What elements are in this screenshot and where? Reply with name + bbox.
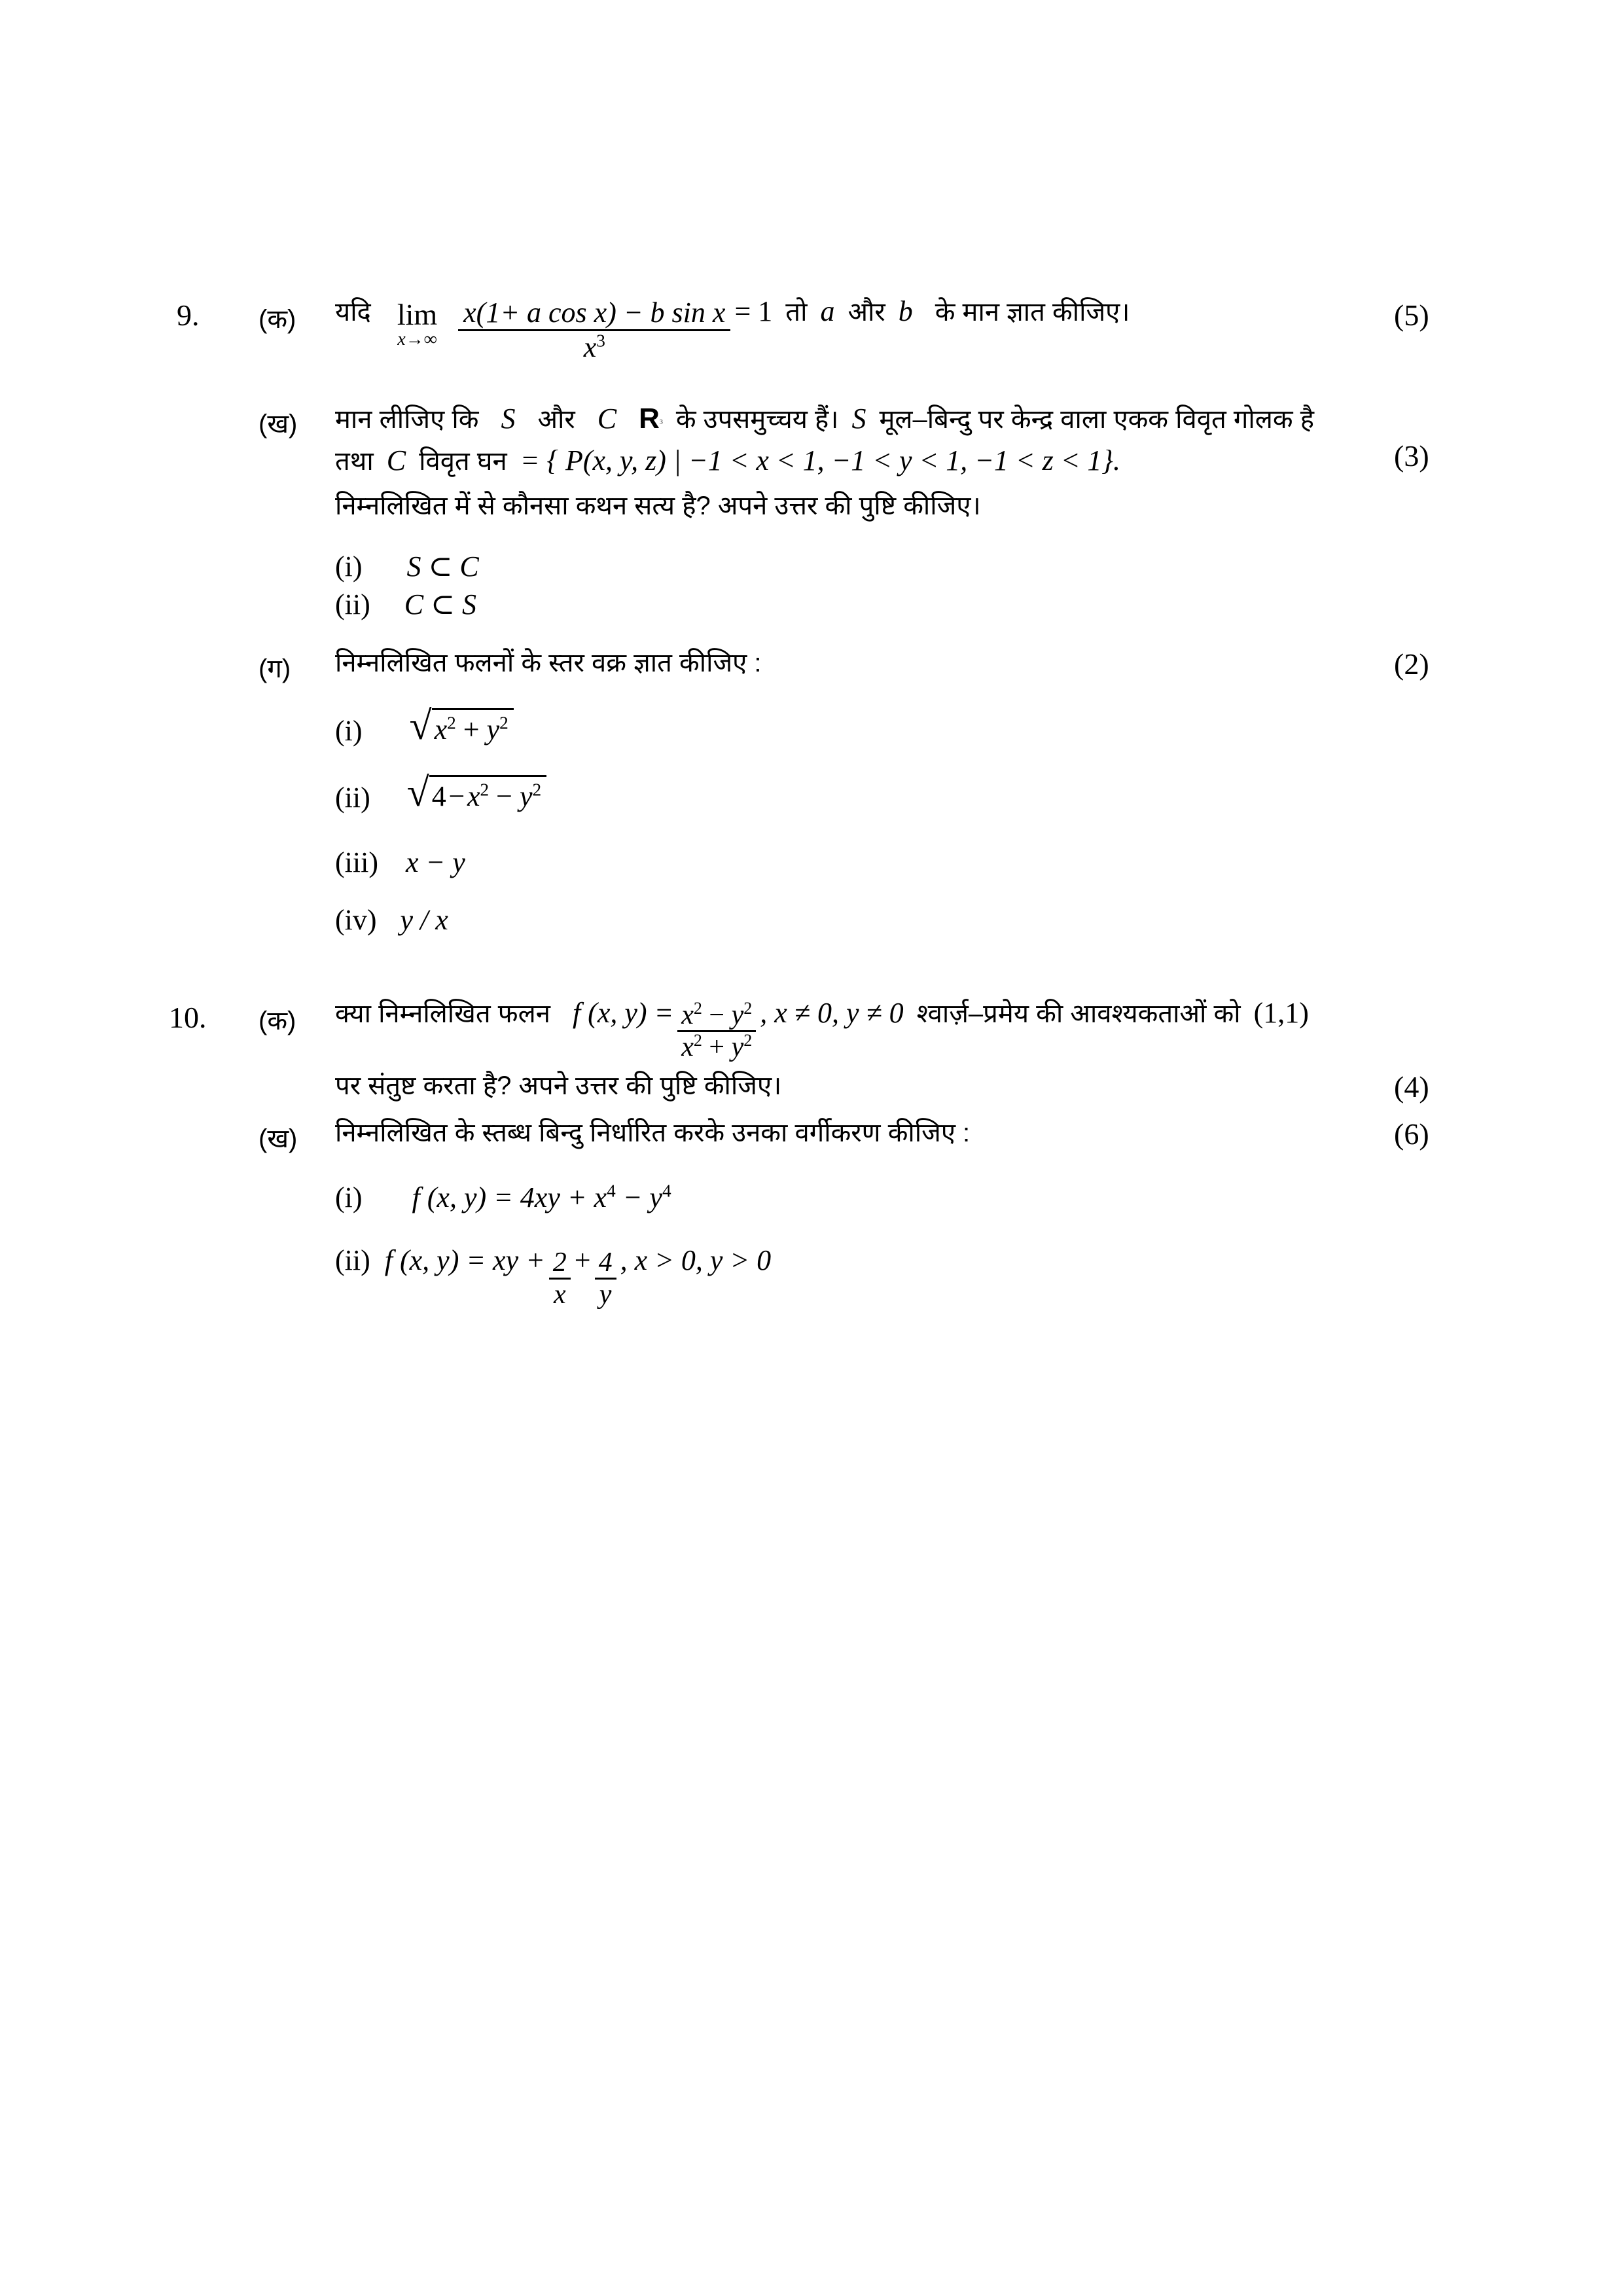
question-9c-text: निम्नलिखित फलनों के स्तर वक्र ज्ञात कीजिए : (335, 649, 762, 677)
question-9b-line1 (335, 402, 1314, 435)
q10a-conditions: , x ≠ 0, y ≠ 0 (760, 997, 904, 1029)
q9a-var-a: a (820, 295, 835, 327)
q9b-cube-C: C (386, 444, 406, 476)
q9b-l2-b: विवृत घन (419, 447, 507, 476)
q9b-l2-a: तथा (335, 447, 374, 476)
part-label-9-ka: (क) (259, 305, 296, 334)
q10b-plus-sign: + (574, 1244, 591, 1276)
sqrt-expression-1 (409, 704, 514, 748)
question-9b-line3: निम्नलिखित में से कौनसा कथन सत्य है? अपने उत्तर की पुष्टि कीजिए। (335, 492, 981, 520)
marks-10b: (6) (1394, 1117, 1429, 1151)
question-number-10: 10. (169, 1001, 207, 1034)
q10b-item-ii (335, 1244, 771, 1308)
marks-9c: (2) (1394, 647, 1429, 681)
q10b-fraction-1 (549, 1247, 571, 1310)
question-9b-line2 (335, 444, 1120, 477)
q10a-function-decl: f (x, y) = (572, 997, 674, 1029)
q9c-item-ii (335, 770, 546, 815)
part-label-10-ka: (क) (259, 1007, 296, 1035)
q10b-frac1-den: x (553, 1280, 566, 1310)
fraction-denominator: $x^3$ (583, 331, 605, 364)
marks-9a: (5) (1394, 298, 1429, 332)
marks-9b: (3) (1394, 439, 1429, 473)
q10b-item-i (335, 1181, 671, 1214)
item-label-i: (i) (335, 715, 363, 747)
q10b-frac1-num: 2 (552, 1247, 567, 1278)
radicand-2: 4 − $x^2 - y^2$ (429, 775, 546, 814)
q10b-expr-ii-lead: f (x, y) = xy + (384, 1244, 545, 1276)
question-10b-text: निम्नलिखित के स्तब्ध बिन्दु निर्धारित करके उनका वर्गीकरण कीजिए : (335, 1119, 971, 1147)
question-10a-line2: पर संतुष्ट करता है? अपने उत्तर की पुष्टि कीजिए। (335, 1071, 782, 1100)
part-label-9-kha: (ख) (259, 410, 298, 439)
q9a-var-b: b (898, 295, 913, 327)
q10a-point: (1,1) (1253, 997, 1309, 1029)
q9b-set-C: C (597, 403, 617, 435)
marks-10a: (4) (1394, 1070, 1429, 1103)
q10b-expr-i: f (x, $y) = 4xy + x^4 - y^4$ (412, 1181, 671, 1213)
q9b-l1-a: मान लीजिए कि (335, 405, 479, 434)
radicand-1: $x^2 + y^2$ (432, 708, 514, 747)
euclidean-space-symbol: $R^3$ (639, 403, 663, 435)
option-label-ii: (ii) (335, 588, 370, 620)
question-9a-body (335, 295, 1130, 363)
q10a-l1-a: क्या निम्नलिखित फलन (335, 999, 550, 1028)
limit-fraction (458, 296, 730, 365)
part-label-9-ga: (ग) (259, 655, 291, 683)
limit-operator (397, 300, 437, 349)
q10b-frac2-num: 4 (598, 1247, 613, 1278)
q10b-fraction-2 (595, 1247, 616, 1310)
q10b-expr-ii-tail: , x > 0, y > 0 (620, 1244, 772, 1276)
q9b-l1-and: और (537, 405, 575, 434)
q9a-text-and: और (847, 298, 885, 327)
q10b-item-label-ii: (ii) (335, 1244, 370, 1276)
lim-label: lim (397, 298, 438, 331)
q9b-l1-c: मूल–बिन्दु पर केन्द्र वाला एकक विवृत गोलक है (879, 405, 1314, 434)
q9c-item-iii (335, 846, 465, 879)
q10b-item-label-i: (i) (335, 1181, 363, 1213)
item-label-iv: (iv) (335, 904, 377, 936)
item-expr-iv: y / x (400, 904, 448, 936)
item-label-ii: (ii) (335, 781, 370, 814)
question-10a-line1 (335, 996, 1309, 1061)
q9a-text-before: यदि (335, 298, 371, 327)
item-label-iii: (iii) (335, 846, 378, 878)
radical-sign-icon: √ (409, 704, 432, 748)
q9b-set-S: S (501, 403, 516, 435)
q9b-set-S2: S (851, 403, 866, 435)
lim-subscript: x→∞ (397, 329, 437, 350)
q10a-fraction (677, 1000, 756, 1062)
q10a-l1-b: श्वार्ज़–प्रमेय की आवश्यकताओं को (916, 999, 1241, 1028)
q9b-l1-b: के उपसमुच्चय हैं। (675, 405, 839, 434)
question-number-9: 9. (177, 298, 200, 332)
q9b-cube-definition: = { P(x, y, z) | −1 < x < 1, −1 < y < 1, −1 < z < 1}. (520, 444, 1121, 476)
item-expr-iii: x − y (405, 846, 465, 878)
q9b-option-ii (335, 588, 476, 621)
q9c-item-i (335, 704, 514, 748)
q9c-item-iv (335, 903, 448, 937)
q10a-fraction-denominator: $x^2 + y^2$ (681, 1031, 753, 1063)
q9a-text-tail: के मान ज्ञात कीजिए। (935, 298, 1130, 327)
q10a-fraction-numerator: $x^2 - y^2$ (681, 999, 753, 1030)
option-expr-i: S ⊂ C (406, 550, 479, 583)
q9b-option-i (335, 550, 479, 583)
option-label-i: (i) (335, 550, 363, 583)
q9a-equals-one: = 1 (734, 295, 773, 327)
q9a-text-to: तो (785, 298, 808, 327)
q10b-frac2-den: y (599, 1280, 612, 1310)
fraction-numerator: x(1+ a cos x) − b sin x (463, 296, 726, 329)
option-expr-ii: C ⊂ S (404, 588, 476, 620)
radical-sign-icon-2: √ (406, 770, 429, 815)
sqrt-expression-2 (406, 770, 546, 815)
part-label-10-kha: (ख) (259, 1124, 298, 1153)
